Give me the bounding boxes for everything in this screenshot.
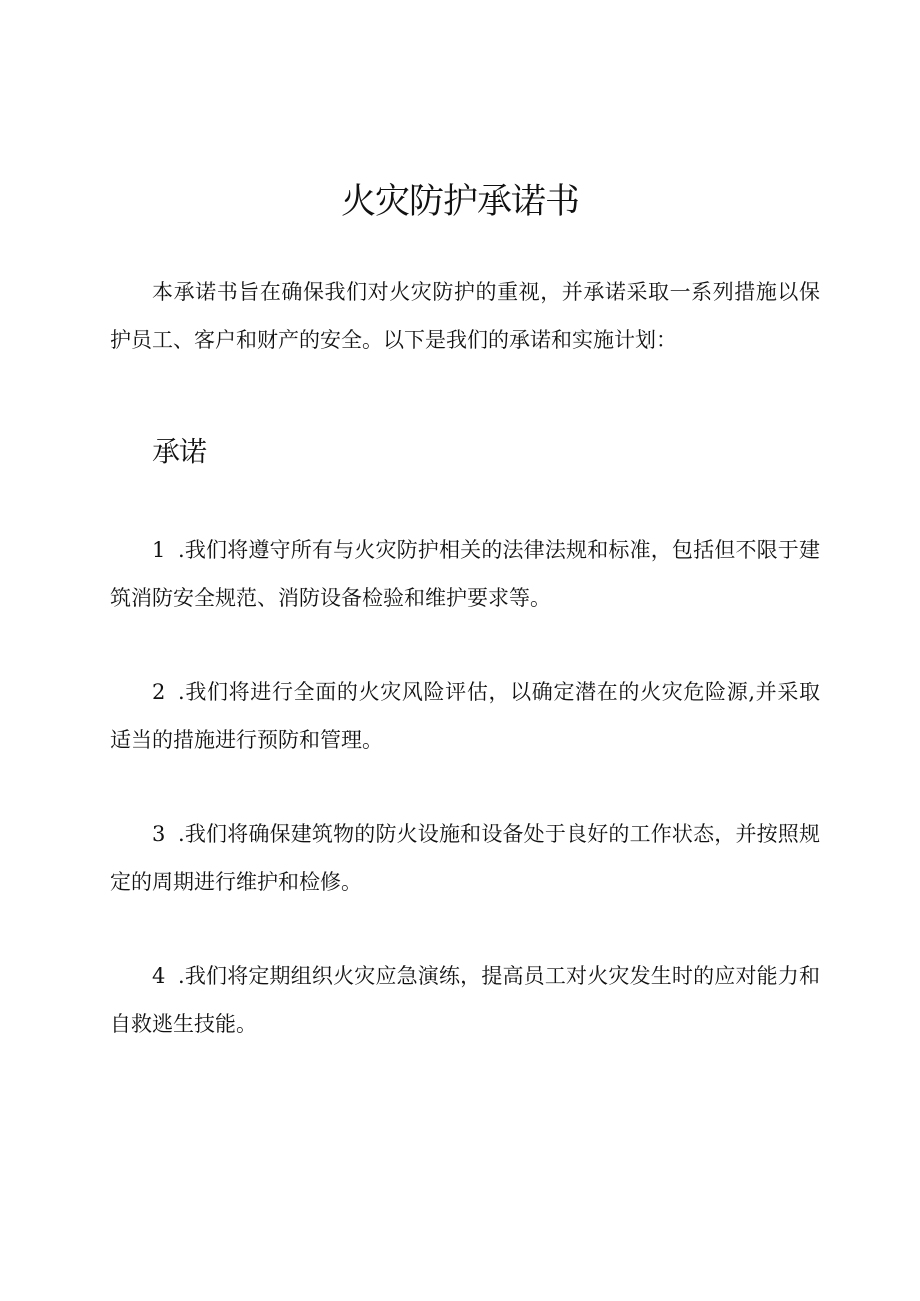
commitment-item-3 bbox=[110, 810, 820, 906]
commitment-text: .我们将定期组织火灾应急演练，提高员工对火灾发生时的应对能力和自救逃生技能。 bbox=[110, 964, 820, 1036]
commitment-text: .我们将遵守所有与火灾防护相关的法律法规和标准，包括但不限于建筑消防安全规范、消防设备检验和维护要求等。 bbox=[110, 538, 820, 610]
commitment-number: 1 bbox=[152, 538, 166, 562]
commitment-item-4 bbox=[110, 952, 820, 1048]
commitment-text: .我们将确保建筑物的防火设施和设备处于良好的工作状态，并按照规定的周期进行维护和检修。 bbox=[110, 822, 820, 894]
commitment-item-2 bbox=[110, 668, 820, 764]
section-heading: 承诺 bbox=[152, 435, 207, 468]
commitment-number: 2 bbox=[152, 680, 166, 704]
commitment-number: 4 bbox=[152, 964, 166, 988]
intro-paragraph: 本承诺书旨在确保我们对火灾防护的重视，并承诺采取一系列措施以保护员工、客户和财产的安全。以下是我们的承诺和实施计划： bbox=[110, 280, 820, 352]
commitment-item-1 bbox=[110, 526, 820, 622]
page-title: 火灾防护承诺书 bbox=[340, 182, 579, 222]
commitment-number: 3 bbox=[152, 822, 166, 846]
commitment-text: .我们将进行全面的火灾风险评估，以确定潜在的火灾危险源,并采取适当的措施进行预防和管理。 bbox=[110, 680, 820, 752]
